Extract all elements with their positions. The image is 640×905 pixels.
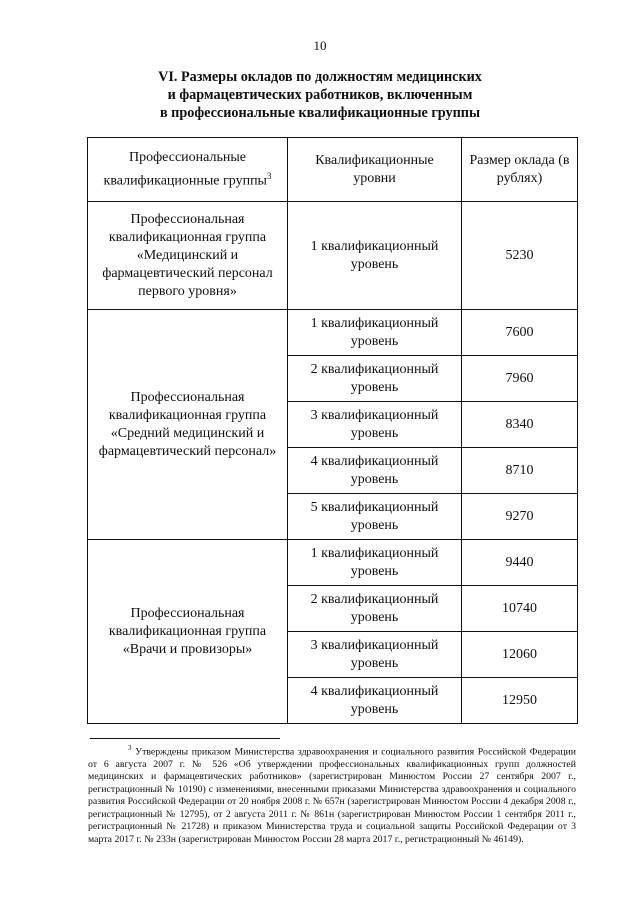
salary-cell: 12060 xyxy=(462,632,578,678)
level-cell: 4 квалификационный уровень xyxy=(288,678,462,724)
table-row xyxy=(88,310,578,356)
level-cell: 3 квалификационный уровень xyxy=(288,402,462,448)
level-cell: 4 квалификационный уровень xyxy=(288,448,462,494)
salary-cell: 8710 xyxy=(462,448,578,494)
salary-cell: 7960 xyxy=(462,356,578,402)
page-number: 10 xyxy=(313,38,327,53)
table-body xyxy=(88,202,578,724)
group-name-cell: Профессиональная квалификационная группа «Средний медицинский и фармацевтический персонал» xyxy=(88,310,288,540)
section-title-line-3: в профессиональные квалификационные группы xyxy=(159,105,481,121)
level-cell: 2 квалификационный уровень xyxy=(288,586,462,632)
footnote-mark: 3 xyxy=(266,170,272,181)
salary-cell: 8340 xyxy=(462,402,578,448)
group-name-cell: Профессиональная квалификационная группа «Медицинский и фармацевтический персонал первого уровня» xyxy=(88,202,288,310)
group-name-cell: Профессиональная квалификационная группа «Врачи и провизоры» xyxy=(88,540,288,724)
salary-cell: 9440 xyxy=(462,540,578,586)
table-header-row xyxy=(88,138,578,202)
section-title-line-2: и фармацевтических работников, включенным xyxy=(167,87,473,103)
header-group: Профессиональные квалификационные группы$^3$ xyxy=(88,138,288,202)
salary-cell: 7600 xyxy=(462,310,578,356)
footnote-rule xyxy=(90,738,280,739)
section-title xyxy=(0,68,640,122)
table-row xyxy=(88,540,578,586)
section-title-line-1: VI. Размеры окладов по должностям медицинских xyxy=(158,69,482,85)
header-level: Квалификационные уровни xyxy=(288,138,462,202)
level-cell: 1 квалификационный уровень xyxy=(288,310,462,356)
level-cell: 5 квалификационный уровень xyxy=(288,494,462,540)
table-row xyxy=(88,202,578,310)
level-cell: 1 квалификационный уровень xyxy=(288,202,462,310)
footnote-number: 3 xyxy=(128,744,132,752)
level-cell: 1 квалификационный уровень xyxy=(288,540,462,586)
level-cell: 3 квалификационный уровень xyxy=(288,632,462,678)
footnote xyxy=(88,742,576,846)
salary-cell: 12950 xyxy=(462,678,578,724)
level-cell: 2 квалификационный уровень xyxy=(288,356,462,402)
salary-cell: 5230 xyxy=(462,202,578,310)
salary-cell: 9270 xyxy=(462,494,578,540)
footnote-text: Утверждены приказом Министерства здравоохранения и социального развития Российской Федерации от 6 августа 2007 г. № 526 «Об утверждении профессиональных квалификационных групп должностей медицинских и фармацевтических работников» (зарегистрирован Минюстом России 27 сентября 2007 г., регистрационный № 10190) с изменениями, внесенными приказами Министерства здравоохранения и социального развития Российской Федерации от 20 ноября 2008 г. № 657н (зарегистрирован Минюстом России 4 декабря 2008 г., регистрационный № 12795), от 2 августа 2011 г. № 861н (зарегистрирован Минюстом России 1 сентября 2011 г., регистрационный № 21728) и приказом Министерства труда и социальной защиты Российской Федерации от 3 марта 2017 г. № 233н (зарегистрирован Минюстом России 28 марта 2017 г., регистрационный № 46149). xyxy=(88,746,576,845)
salary-cell: 10740 xyxy=(462,586,578,632)
header-salary: Размер оклада (в рублях) xyxy=(462,138,578,202)
salary-table xyxy=(87,137,578,724)
